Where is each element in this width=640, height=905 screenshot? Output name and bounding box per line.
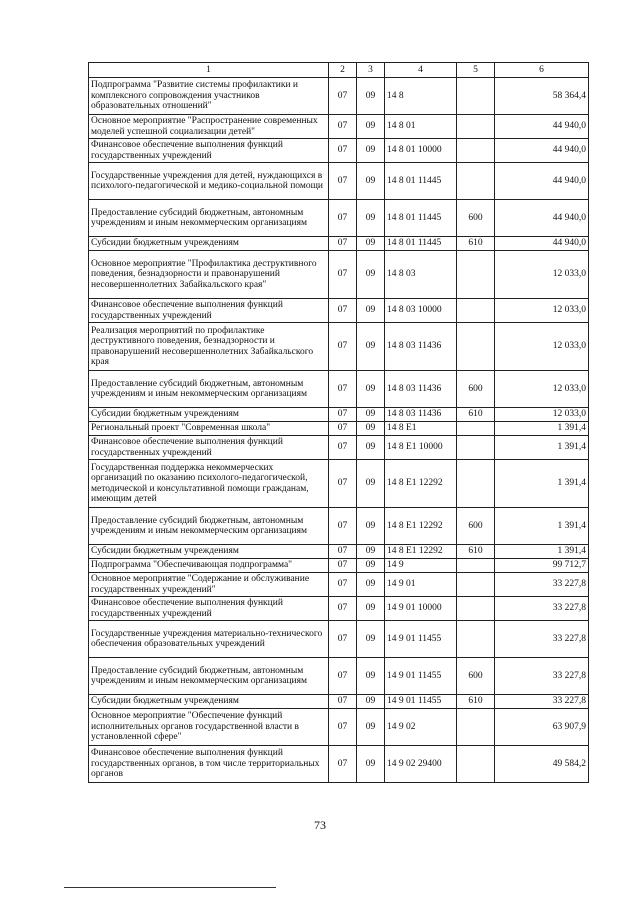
row-name-cell: Предоставление субсидий бюджетным, автономным учреждениям и иным некоммерческим организациям xyxy=(89,508,329,545)
row-expense-type-cell: 610 xyxy=(457,695,495,709)
row-section-cell: 07 xyxy=(329,746,357,783)
row-name-cell: Основное мероприятие "Распространение современных моделей успешной социализации детей" xyxy=(89,115,329,139)
row-target-code-cell: 14 8 01 10000 xyxy=(385,139,457,163)
row-section-cell: 07 xyxy=(329,371,357,408)
row-name-cell: Субсидии бюджетным учреждениям xyxy=(89,695,329,709)
row-name-cell: Финансовое обеспечение выполнения функций государственных учреждений xyxy=(89,299,329,323)
table-row xyxy=(89,460,589,508)
row-section-cell: 07 xyxy=(329,422,357,436)
row-subsection-cell: 09 xyxy=(357,597,385,621)
row-amount-cell: 44 940,0 xyxy=(495,237,589,251)
row-subsection-cell: 09 xyxy=(357,746,385,783)
row-target-code-cell: 14 8 03 11436 xyxy=(385,371,457,408)
row-amount-cell: 1 391,4 xyxy=(495,460,589,508)
row-target-code-cell: 14 8 E1 xyxy=(385,422,457,436)
row-target-code-cell: 14 8 E1 12292 xyxy=(385,508,457,545)
row-subsection-cell: 09 xyxy=(357,573,385,597)
row-subsection-cell: 09 xyxy=(357,709,385,746)
row-target-code-cell: 14 8 E1 12292 xyxy=(385,545,457,559)
column-header-6: 6 xyxy=(495,63,589,78)
row-expense-type-cell xyxy=(457,251,495,299)
row-subsection-cell: 09 xyxy=(357,115,385,139)
row-name-cell: Подпрограмма "Развитие системы профилактики и комплексного сопровождения участников образовательных отношений" xyxy=(89,78,329,115)
row-subsection-cell: 09 xyxy=(357,200,385,237)
row-expense-type-cell xyxy=(457,573,495,597)
row-expense-type-cell xyxy=(457,163,495,200)
budget-table xyxy=(88,62,589,783)
column-header-4: 4 xyxy=(385,63,457,78)
table-row xyxy=(89,371,589,408)
row-amount-cell: 1 391,4 xyxy=(495,508,589,545)
row-target-code-cell: 14 8 03 xyxy=(385,251,457,299)
table-row xyxy=(89,436,589,460)
table-row xyxy=(89,658,589,695)
row-amount-cell: 44 940,0 xyxy=(495,115,589,139)
table-row xyxy=(89,597,589,621)
row-amount-cell: 1 391,4 xyxy=(495,422,589,436)
row-section-cell: 07 xyxy=(329,436,357,460)
row-amount-cell: 44 940,0 xyxy=(495,139,589,163)
row-expense-type-cell xyxy=(457,436,495,460)
table-row xyxy=(89,559,589,573)
table-row xyxy=(89,709,589,746)
row-section-cell: 07 xyxy=(329,139,357,163)
row-subsection-cell: 09 xyxy=(357,460,385,508)
row-name-cell: Основное мероприятие "Профилактика деструктивного поведения, безнадзорности и правонарушений несовершеннолетних Забайкальского края" xyxy=(89,251,329,299)
row-target-code-cell: 14 8 01 xyxy=(385,115,457,139)
row-subsection-cell: 09 xyxy=(357,78,385,115)
table-row xyxy=(89,545,589,559)
row-amount-cell: 12 033,0 xyxy=(495,251,589,299)
row-subsection-cell: 09 xyxy=(357,299,385,323)
row-subsection-cell: 09 xyxy=(357,323,385,371)
row-amount-cell: 1 391,4 xyxy=(495,545,589,559)
row-name-cell: Субсидии бюджетным учреждениям xyxy=(89,237,329,251)
row-section-cell: 07 xyxy=(329,460,357,508)
row-section-cell: 07 xyxy=(329,573,357,597)
row-subsection-cell: 09 xyxy=(357,508,385,545)
row-expense-type-cell: 610 xyxy=(457,408,495,422)
row-subsection-cell: 09 xyxy=(357,695,385,709)
row-name-cell: Государственная поддержка некоммерческих организаций по оказанию психолого-педагогической, методической и консультативной помощи гражданам, имеющим детей xyxy=(89,460,329,508)
row-name-cell: Субсидии бюджетным учреждениям xyxy=(89,545,329,559)
row-target-code-cell: 14 8 E1 12292 xyxy=(385,460,457,508)
row-name-cell: Предоставление субсидий бюджетным, автономным учреждениям и иным некоммерческим организациям xyxy=(89,658,329,695)
row-target-code-cell: 14 8 01 11445 xyxy=(385,200,457,237)
row-amount-cell: 99 712,7 xyxy=(495,559,589,573)
table-row xyxy=(89,508,589,545)
row-expense-type-cell: 600 xyxy=(457,508,495,545)
row-target-code-cell: 14 9 01 10000 xyxy=(385,597,457,621)
row-name-cell: Финансовое обеспечение выполнения функций государственных учреждений xyxy=(89,436,329,460)
row-target-code-cell: 14 9 02 29400 xyxy=(385,746,457,783)
row-name-cell: Подпрограмма "Обеспечивающая подпрограмма" xyxy=(89,559,329,573)
row-subsection-cell: 09 xyxy=(357,371,385,408)
row-target-code-cell: 14 8 03 10000 xyxy=(385,299,457,323)
table-row xyxy=(89,163,589,200)
row-expense-type-cell xyxy=(457,709,495,746)
column-header-3: 3 xyxy=(357,63,385,78)
row-section-cell: 07 xyxy=(329,408,357,422)
row-expense-type-cell xyxy=(457,460,495,508)
row-amount-cell: 12 033,0 xyxy=(495,371,589,408)
row-amount-cell: 49 584,2 xyxy=(495,746,589,783)
row-target-code-cell: 14 9 xyxy=(385,559,457,573)
table-row xyxy=(89,621,589,658)
row-target-code-cell: 14 8 xyxy=(385,78,457,115)
row-amount-cell: 63 907,9 xyxy=(495,709,589,746)
row-section-cell: 07 xyxy=(329,559,357,573)
row-subsection-cell: 09 xyxy=(357,621,385,658)
row-expense-type-cell xyxy=(457,597,495,621)
row-name-cell: Государственные учреждения материально-технического обеспечения образовательных учреждений xyxy=(89,621,329,658)
row-target-code-cell: 14 8 03 11436 xyxy=(385,323,457,371)
table-row xyxy=(89,200,589,237)
row-subsection-cell: 09 xyxy=(357,422,385,436)
row-amount-cell: 1 391,4 xyxy=(495,436,589,460)
table-row xyxy=(89,422,589,436)
row-name-cell: Региональный проект "Современная школа" xyxy=(89,422,329,436)
row-expense-type-cell xyxy=(457,115,495,139)
row-section-cell: 07 xyxy=(329,621,357,658)
table-row xyxy=(89,573,589,597)
page-number: 73 xyxy=(314,818,326,832)
row-section-cell: 07 xyxy=(329,709,357,746)
row-expense-type-cell xyxy=(457,139,495,163)
row-target-code-cell: 14 9 01 11455 xyxy=(385,658,457,695)
row-target-code-cell: 14 8 01 11445 xyxy=(385,163,457,200)
row-section-cell: 07 xyxy=(329,658,357,695)
row-name-cell: Реализация мероприятий по профилактике деструктивного поведения, безнадзорности и правонарушений несовершеннолетних Забайкальского края xyxy=(89,323,329,371)
row-amount-cell: 33 227,8 xyxy=(495,621,589,658)
column-header-5: 5 xyxy=(457,63,495,78)
row-subsection-cell: 09 xyxy=(357,658,385,695)
row-amount-cell: 33 227,8 xyxy=(495,573,589,597)
table-row xyxy=(89,299,589,323)
table-row xyxy=(89,746,589,783)
row-section-cell: 07 xyxy=(329,695,357,709)
row-target-code-cell: 14 8 03 11436 xyxy=(385,408,457,422)
table-row xyxy=(89,78,589,115)
row-expense-type-cell xyxy=(457,78,495,115)
row-target-code-cell: 14 9 01 11455 xyxy=(385,695,457,709)
row-expense-type-cell: 600 xyxy=(457,371,495,408)
column-header-1: 1 xyxy=(89,63,329,78)
row-section-cell: 07 xyxy=(329,251,357,299)
row-section-cell: 07 xyxy=(329,163,357,200)
table-row xyxy=(89,237,589,251)
row-amount-cell: 12 033,0 xyxy=(495,299,589,323)
row-expense-type-cell: 610 xyxy=(457,237,495,251)
row-amount-cell: 58 364,4 xyxy=(495,78,589,115)
row-expense-type-cell xyxy=(457,559,495,573)
row-target-code-cell: 14 9 01 xyxy=(385,573,457,597)
row-subsection-cell: 09 xyxy=(357,163,385,200)
row-target-code-cell: 14 8 E1 10000 xyxy=(385,436,457,460)
row-subsection-cell: 09 xyxy=(357,237,385,251)
table-row xyxy=(89,323,589,371)
row-name-cell: Предоставление субсидий бюджетным, автономным учреждениям и иным некоммерческим организациям xyxy=(89,371,329,408)
row-amount-cell: 44 940,0 xyxy=(495,200,589,237)
row-section-cell: 07 xyxy=(329,597,357,621)
row-amount-cell: 33 227,8 xyxy=(495,658,589,695)
row-name-cell: Финансовое обеспечение выполнения функций государственных учреждений xyxy=(89,139,329,163)
row-section-cell: 07 xyxy=(329,237,357,251)
row-section-cell: 07 xyxy=(329,200,357,237)
row-expense-type-cell xyxy=(457,746,495,783)
row-section-cell: 07 xyxy=(329,323,357,371)
row-amount-cell: 44 940,0 xyxy=(495,163,589,200)
row-expense-type-cell xyxy=(457,323,495,371)
row-target-code-cell: 14 8 01 11445 xyxy=(385,237,457,251)
row-section-cell: 07 xyxy=(329,545,357,559)
table-row xyxy=(89,115,589,139)
row-name-cell: Субсидии бюджетным учреждениям xyxy=(89,408,329,422)
row-subsection-cell: 09 xyxy=(357,545,385,559)
row-subsection-cell: 09 xyxy=(357,436,385,460)
row-name-cell: Государственные учреждения для детей, нуждающихся в психолого-педагогической и медико-социальной помощи xyxy=(89,163,329,200)
header-row xyxy=(89,63,589,78)
row-section-cell: 07 xyxy=(329,115,357,139)
row-section-cell: 07 xyxy=(329,299,357,323)
row-name-cell: Финансовое обеспечение выполнения функций государственных органов, в том числе территориальных органов xyxy=(89,746,329,783)
row-name-cell: Основное мероприятие "Обеспечение функций исполнительных органов государственной власти в установленной сфере" xyxy=(89,709,329,746)
row-expense-type-cell xyxy=(457,299,495,323)
row-expense-type-cell xyxy=(457,422,495,436)
row-subsection-cell: 09 xyxy=(357,408,385,422)
row-amount-cell: 33 227,8 xyxy=(495,597,589,621)
column-header-2: 2 xyxy=(329,63,357,78)
table-row xyxy=(89,251,589,299)
row-amount-cell: 12 033,0 xyxy=(495,323,589,371)
row-amount-cell: 12 033,0 xyxy=(495,408,589,422)
table-row xyxy=(89,139,589,163)
row-subsection-cell: 09 xyxy=(357,139,385,163)
row-name-cell: Предоставление субсидий бюджетным, автономным учреждениям и иным некоммерческим организациям xyxy=(89,200,329,237)
row-amount-cell: 33 227,8 xyxy=(495,695,589,709)
row-target-code-cell: 14 9 01 11455 xyxy=(385,621,457,658)
row-section-cell: 07 xyxy=(329,78,357,115)
row-name-cell: Финансовое обеспечение выполнения функций государственных учреждений xyxy=(89,597,329,621)
row-expense-type-cell xyxy=(457,621,495,658)
row-expense-type-cell: 610 xyxy=(457,545,495,559)
row-target-code-cell: 14 9 02 xyxy=(385,709,457,746)
table-row xyxy=(89,695,589,709)
footnote-separator xyxy=(64,887,276,888)
row-name-cell: Основное мероприятие "Содержание и обслуживание государственных учреждений" xyxy=(89,573,329,597)
row-expense-type-cell: 600 xyxy=(457,200,495,237)
row-subsection-cell: 09 xyxy=(357,251,385,299)
row-subsection-cell: 09 xyxy=(357,559,385,573)
row-expense-type-cell: 600 xyxy=(457,658,495,695)
table-row xyxy=(89,408,589,422)
row-section-cell: 07 xyxy=(329,508,357,545)
